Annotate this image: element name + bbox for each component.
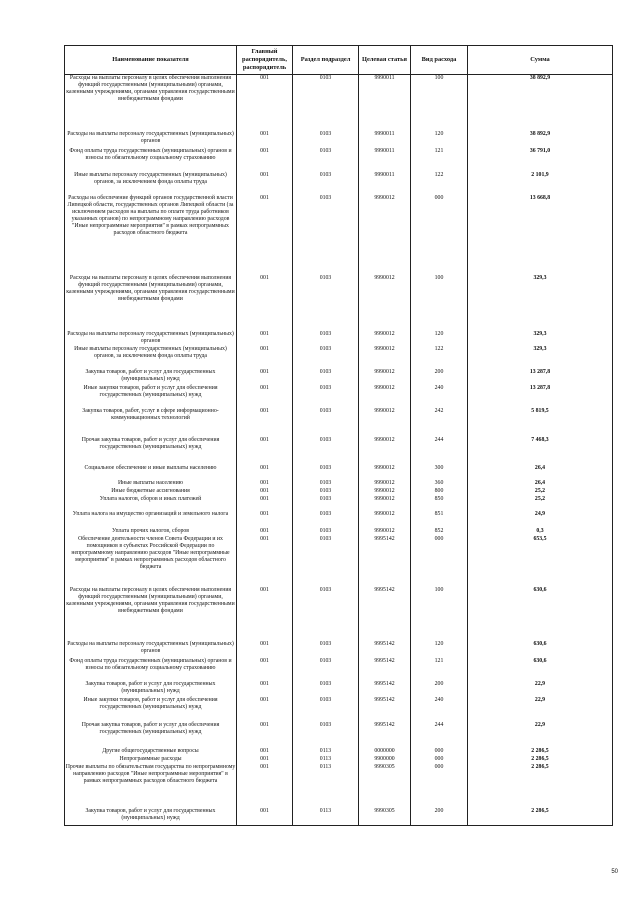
cell-target: 9990305 [359,764,411,808]
table-row [65,346,613,369]
cell-sum: 25,2 [468,496,613,511]
cell-kind: 800 [411,488,468,496]
cell-grbs: 001 [237,437,293,465]
cell-target: 9990305 [359,808,411,826]
cell-grbs: 001 [237,511,293,528]
cell-section: 0113 [293,756,359,764]
table-row [65,681,613,697]
cell-kind: 120 [411,641,468,658]
table-body [65,75,613,826]
cell-sum: 13 287,8 [468,385,613,408]
cell-kind: 000 [411,536,468,587]
cell-kind: 000 [411,748,468,756]
cell-sum: 2 101,9 [468,172,613,195]
cell-kind: 122 [411,172,468,195]
cell-name: Другие общегосударственные вопросы [65,748,237,756]
cell-name: Расходы на выплаты персоналу государственных (муниципальных) органов [65,641,237,658]
cell-name: Прочие выплаты по обязательствам государства по непрограммному направлению расходов "Иные непрограммные мероприятия" в рамках непрограммных расходов областного бюджета [65,764,237,808]
table-row [65,488,613,496]
cell-grbs: 001 [237,496,293,511]
cell-name: Непрограммные расходы [65,756,237,764]
cell-grbs: 001 [237,488,293,496]
cell-section: 0103 [293,536,359,587]
cell-target: 9900000 [359,756,411,764]
cell-sum: 329,3 [468,346,613,369]
cell-name: Уплата налога на имущество организаций и земельного налога [65,511,237,528]
table-row [65,536,613,587]
cell-kind: 100 [411,587,468,641]
cell-grbs: 001 [237,587,293,641]
cell-section: 0113 [293,764,359,808]
cell-grbs: 001 [237,385,293,408]
cell-grbs: 001 [237,369,293,385]
cell-section: 0103 [293,437,359,465]
cell-section: 0103 [293,480,359,488]
cell-section: 0103 [293,587,359,641]
cell-kind: 242 [411,408,468,437]
column-header-sum: Сумма [468,46,613,75]
cell-section: 0103 [293,408,359,437]
cell-target: 9990012 [359,480,411,488]
table-row [65,722,613,748]
table-row [65,437,613,465]
cell-grbs: 001 [237,465,293,480]
cell-section: 0103 [293,385,359,408]
cell-sum: 22,9 [468,722,613,748]
cell-name: Закупка товаров, работ и услуг для государственных (муниципальных) нужд [65,681,237,697]
cell-kind: 120 [411,331,468,346]
cell-target: 9995142 [359,697,411,722]
table-row [65,331,613,346]
cell-target: 9990011 [359,148,411,172]
cell-target: 9995142 [359,536,411,587]
cell-sum: 22,9 [468,697,613,722]
column-header-name: Наименование показателя [65,46,237,75]
cell-target: 9990012 [359,408,411,437]
cell-section: 0103 [293,275,359,331]
cell-kind: 240 [411,697,468,722]
cell-section: 0103 [293,465,359,480]
cell-sum: 38 892,9 [468,75,613,131]
cell-section: 0103 [293,331,359,346]
cell-kind: 121 [411,148,468,172]
cell-name: Обеспечение деятельности членов Совета Федерации и их помощников в субъектах Российской Федерации по непрограммному направлению расходов "Иные непрограммные мероприятия" в рамках непрограммных расходов областного бюджета [65,536,237,587]
cell-target: 9990012 [359,465,411,480]
cell-section: 0113 [293,748,359,756]
table-row [65,408,613,437]
cell-name: Иные выплаты персоналу государственных (муниципальных) органов, за исключением фонда оплаты труда [65,172,237,195]
table-row [65,697,613,722]
cell-grbs: 001 [237,408,293,437]
cell-sum: 630,6 [468,658,613,681]
cell-name: Социальное обеспечение и иные выплаты населению [65,465,237,480]
cell-sum: 26,4 [468,465,613,480]
cell-target: 9990011 [359,131,411,148]
cell-section: 0103 [293,346,359,369]
cell-target: 9990011 [359,172,411,195]
cell-grbs: 001 [237,697,293,722]
table-row [65,528,613,536]
cell-sum: 25,2 [468,488,613,496]
cell-target: 9990012 [359,528,411,536]
cell-sum: 5 819,5 [468,408,613,437]
cell-grbs: 001 [237,331,293,346]
cell-grbs: 001 [237,641,293,658]
cell-name: Иные закупки товаров, работ и услуг для обеспечения государственных (муниципальных) нужд [65,385,237,408]
cell-target: 9990012 [359,496,411,511]
cell-target: 9995142 [359,681,411,697]
table-row [65,195,613,275]
cell-section: 0103 [293,172,359,195]
cell-kind: 360 [411,480,468,488]
cell-target: 9990012 [359,488,411,496]
cell-sum: 26,4 [468,480,613,488]
cell-name: Расходы на выплаты персоналу в целях обеспечения выполнения функций государственными (муниципальными) органами, казенными учреждениями, органами управления государственными внебюджетными фондами [65,275,237,331]
cell-name: Прочая закупка товаров, работ и услуг для обеспечения государственных (муниципальных) нужд [65,437,237,465]
budget-table [64,45,613,826]
cell-name: Расходы на выплаты персоналу государственных (муниципальных) органов [65,131,237,148]
cell-grbs: 001 [237,195,293,275]
column-header-kind: Вид расхода [411,46,468,75]
table-row [65,148,613,172]
table-row [65,658,613,681]
cell-section: 0103 [293,195,359,275]
cell-section: 0103 [293,75,359,131]
cell-kind: 200 [411,808,468,826]
page-number: 50 [611,869,618,875]
cell-grbs: 001 [237,275,293,331]
table-row [65,275,613,331]
cell-kind: 100 [411,275,468,331]
cell-section: 0103 [293,658,359,681]
cell-grbs: 001 [237,131,293,148]
table-row [65,465,613,480]
cell-name: Прочая закупка товаров, работ и услуг для обеспечения государственных (муниципальных) нужд [65,722,237,748]
cell-section: 0103 [293,511,359,528]
table-row [65,496,613,511]
cell-sum: 2 286,5 [468,808,613,826]
cell-grbs: 001 [237,722,293,748]
table-row [65,385,613,408]
cell-target: 9990012 [359,195,411,275]
cell-target: 9995142 [359,658,411,681]
table-row [65,641,613,658]
cell-sum: 7 468,3 [468,437,613,465]
cell-section: 0103 [293,681,359,697]
cell-sum: 630,6 [468,641,613,658]
cell-kind: 200 [411,681,468,697]
cell-name: Иные бюджетные ассигнования [65,488,237,496]
cell-section: 0103 [293,722,359,748]
cell-name: Расходы на обеспечение функций органов государственной власти Липецкой области, государственных органов Липецкой области (за исключением расходов на выплаты по оплате труда работников указанных органов) по непрограммному направлению расходов "Иные непрограммные мероприятия" в рамках непрограммных расходов областного бюджета [65,195,237,275]
cell-sum: 38 892,9 [468,131,613,148]
column-header-grbs: Главный распорядитель, распорядитель [237,46,293,75]
cell-section: 0103 [293,148,359,172]
cell-section: 0103 [293,488,359,496]
table-row [65,369,613,385]
table-row [65,764,613,808]
table-row [65,172,613,195]
cell-name: Фонд оплаты труда государственных (муниципальных) органов и взносы по обязательному социальному страхованию [65,658,237,681]
cell-kind: 000 [411,756,468,764]
cell-sum: 0,3 [468,528,613,536]
cell-sum: 329,3 [468,275,613,331]
cell-sum: 2 286,5 [468,764,613,808]
table-row [65,808,613,826]
cell-sum: 13 668,8 [468,195,613,275]
cell-target: 9990012 [359,346,411,369]
cell-name: Иные выплаты персоналу государственных (муниципальных) органов, за исключением фонда оплаты труда [65,346,237,369]
cell-sum: 630,6 [468,587,613,641]
cell-kind: 122 [411,346,468,369]
table-row [65,131,613,148]
column-header-target: Целевая статья [359,46,411,75]
column-header-section: Раздел подраздел [293,46,359,75]
cell-grbs: 001 [237,658,293,681]
cell-kind: 240 [411,385,468,408]
cell-name: Закупка товаров, работ, услуг в сфере информационно-коммуникационных технологий [65,408,237,437]
cell-section: 0103 [293,697,359,722]
cell-grbs: 001 [237,528,293,536]
cell-kind: 200 [411,369,468,385]
cell-grbs: 001 [237,748,293,756]
cell-name: Расходы на выплаты персоналу государственных (муниципальных) органов [65,331,237,346]
cell-grbs: 001 [237,172,293,195]
cell-target: 0000000 [359,748,411,756]
table-row [65,748,613,756]
cell-grbs: 001 [237,536,293,587]
cell-kind: 851 [411,511,468,528]
table-row [65,587,613,641]
cell-target: 9990012 [359,369,411,385]
cell-name: Закупка товаров, работ и услуг для государственных (муниципальных) нужд [65,808,237,826]
cell-section: 0103 [293,641,359,658]
cell-name: Закупка товаров, работ и услуг для государственных (муниципальных) нужд [65,369,237,385]
cell-section: 0103 [293,528,359,536]
cell-name: Расходы на выплаты персоналу в целях обеспечения выполнения функций государственными (муниципальными) органами, казенными учреждениями, органами управления государственными внебюджетными фондами [65,75,237,131]
cell-target: 9990012 [359,331,411,346]
cell-grbs: 001 [237,808,293,826]
cell-grbs: 001 [237,148,293,172]
cell-kind: 300 [411,465,468,480]
cell-target: 9995142 [359,641,411,658]
cell-target: 9990011 [359,75,411,131]
cell-target: 9990012 [359,437,411,465]
cell-sum: 653,5 [468,536,613,587]
cell-name: Уплата прочих налогов, сборов [65,528,237,536]
cell-kind: 100 [411,75,468,131]
cell-target: 9995142 [359,587,411,641]
cell-section: 0103 [293,131,359,148]
cell-kind: 244 [411,437,468,465]
cell-kind: 244 [411,722,468,748]
cell-kind: 121 [411,658,468,681]
table-row [65,756,613,764]
cell-sum: 329,3 [468,331,613,346]
cell-kind: 852 [411,528,468,536]
cell-name: Фонд оплаты труда государственных (муниципальных) органов и взносы по обязательному социальному страхованию [65,148,237,172]
table-header [65,46,613,75]
cell-sum: 2 286,5 [468,748,613,756]
cell-name: Уплата налогов, сборов и иных платежей [65,496,237,511]
cell-kind: 120 [411,131,468,148]
cell-name: Иные выплаты населению [65,480,237,488]
cell-kind: 000 [411,764,468,808]
cell-name: Иные закупки товаров, работ и услуг для обеспечения государственных (муниципальных) нужд [65,697,237,722]
cell-sum: 22,9 [468,681,613,697]
table-row [65,511,613,528]
cell-target: 9990012 [359,385,411,408]
cell-target: 9995142 [359,722,411,748]
table-row [65,480,613,488]
cell-sum: 2 286,5 [468,756,613,764]
cell-name: Расходы на выплаты персоналу в целях обеспечения выполнения функций государственными (муниципальными) органами, казенными учреждениями, органами управления государственными внебюджетными фондами [65,587,237,641]
cell-grbs: 001 [237,480,293,488]
cell-sum: 24,9 [468,511,613,528]
cell-target: 9990012 [359,275,411,331]
cell-kind: 000 [411,195,468,275]
cell-sum: 36 791,0 [468,148,613,172]
cell-kind: 850 [411,496,468,511]
cell-grbs: 001 [237,346,293,369]
cell-grbs: 001 [237,756,293,764]
cell-section: 0113 [293,808,359,826]
cell-grbs: 001 [237,681,293,697]
cell-target: 9990012 [359,511,411,528]
cell-sum: 13 287,8 [468,369,613,385]
cell-grbs: 001 [237,764,293,808]
cell-grbs: 001 [237,75,293,131]
table-row [65,75,613,131]
cell-section: 0103 [293,496,359,511]
cell-section: 0103 [293,369,359,385]
